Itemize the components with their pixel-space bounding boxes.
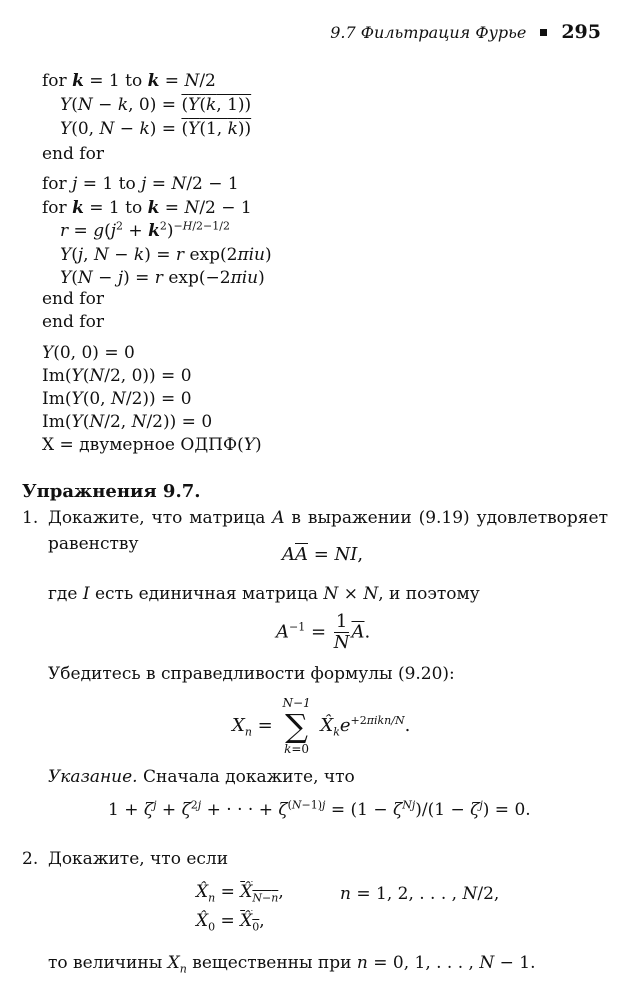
code-line-14: Im(Y(0, N/2)) = 0 — [42, 389, 192, 409]
formula-xn-sum: $X_n$ = N−1 ∑ k=0 $X̂_ke^{+2\pi ikn/N}$. — [232, 696, 411, 756]
code-line-3: Y(0, N − k) = (Y(1, k)) — [60, 119, 252, 139]
exercise-2-text: Докажите, что если — [48, 849, 229, 869]
ex2-conclusion: то величины $X_n$ вещественны при n = 0, 1, . . . , N − 1. — [48, 953, 536, 976]
ex1-hint-label: Указание. — [48, 767, 138, 787]
code-line-1: for k = 1 to k = N/2 — [42, 71, 216, 91]
ex1-where: где — [48, 584, 78, 604]
code-line-10: end for — [42, 289, 104, 309]
code-line-9: Y(N − j) = r exp(−2πiu) — [60, 268, 265, 288]
code-line-16: X = двумерное ОДПФ(Y) — [42, 435, 262, 455]
exercise-1-number: 1. — [22, 508, 39, 528]
ex2-conclusion-a: то величины — [48, 953, 163, 973]
ex2-conclusion-b: вещественны при — [192, 953, 352, 973]
ex1-identity-line: где I есть единичная матрица N × N, и поэтому — [48, 584, 480, 604]
exercise-1-text: Докажите, что матрица A в выражении (9.19) удовлетворяет равенству — [48, 508, 608, 554]
code-line-13: Im(Y(N/2, 0)) = 0 — [42, 366, 192, 386]
code-line-5: for j = 1 to j = N/2 − 1 — [42, 174, 239, 194]
ex1-identity: есть единичная матрица — [94, 584, 319, 604]
code-line-2: Y(N − k, 0) = (Y(k, 1)) — [60, 95, 252, 115]
header-square-icon — [540, 29, 547, 36]
code-line-12: Y(0, 0) = 0 — [42, 343, 135, 363]
formula-xhat-0: $X̂_0$ = $X̂_0$, — [196, 911, 265, 934]
page-number: 295 — [561, 21, 601, 43]
exercises-heading: Упражнения 9.7. — [22, 481, 201, 502]
code-line-6: for k = 1 to k = N/2 − 1 — [42, 198, 252, 218]
formula-zeta: $1 + \zeta^j + \zeta^{2j}$ + · · · + $\zeta^{(N-1)j} = (1 - \zeta^{Nj})/(1 - \zeta^j) = 0$. — [108, 798, 531, 820]
ex1-check-line: Убедитесь в справедливости формулы (9.20): — [48, 664, 455, 684]
code-line-15: Im(Y(N/2, N/2)) = 0 — [42, 412, 213, 432]
page-header — [330, 20, 601, 44]
ex1-hence: и поэтому — [389, 584, 480, 604]
running-title: 9.7 Фильтрация Фурье — [330, 22, 527, 42]
ex1-text-a: Докажите, что матрица — [48, 508, 266, 528]
ex1-hint-text: Сначала докажите, что — [143, 767, 355, 787]
exercise-2-number: 2. — [22, 849, 39, 869]
formula-a-inverse: $A^{-1}$ = $\frac{1}{N}$ $\overline{A}$. — [276, 611, 371, 653]
odpf-text: двумерное ОДПФ — [79, 435, 238, 455]
code-line-8: Y(j, N − k) = r exp(2πiu) — [60, 245, 272, 265]
code-line-7: $r = g(j^2 + k^2)^{-H/2-1/2}$ — [60, 219, 230, 241]
formula-xhat-n: $X̂_n$ = $X̂_{N-n}$, — [196, 882, 284, 905]
code-line-4: end for — [42, 144, 104, 164]
formula-n-range: n = 1, 2, . . . , N/2, — [340, 884, 500, 904]
code-line-11: end for — [42, 312, 104, 332]
ex1-hint-line — [48, 764, 355, 790]
ex1-text-b: в выражении (9.19) удовлетворяет равенству — [48, 508, 608, 554]
formula-a-abar: $A\overline{A}$ = NI, — [282, 544, 364, 565]
